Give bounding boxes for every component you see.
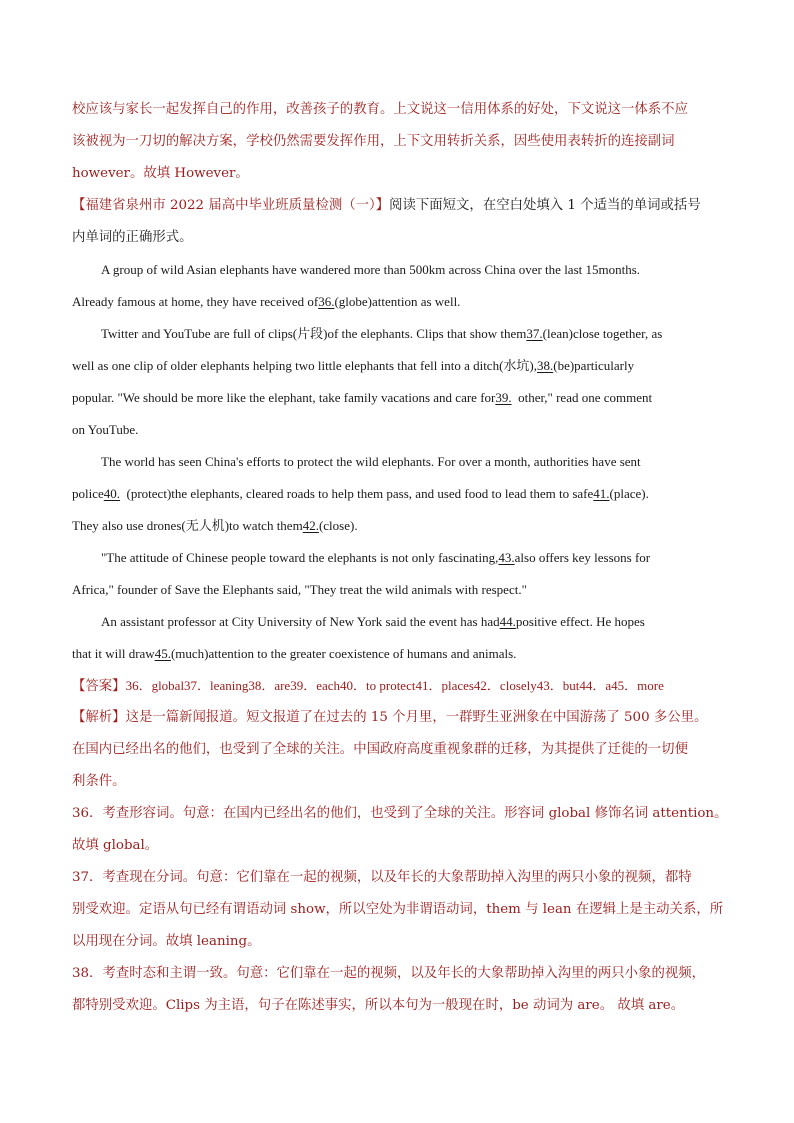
text-span: They also use drones(无人机)to watch them (72, 518, 303, 533)
text-span: other," read one comment (518, 390, 653, 405)
blank-42: 42. (302, 518, 319, 533)
answer-label: 【答案】 (72, 679, 126, 694)
blank-44: 44. (499, 614, 516, 629)
text-span: well as one clip of older elephants helping two little elephants that fell into a ditch(水坑), (72, 358, 537, 373)
blank-41: 41. (593, 486, 610, 501)
blank-43: 43. (498, 550, 515, 565)
text-span: that it will draw (72, 646, 155, 661)
exercise-header (72, 190, 724, 222)
passage-p5-line-2 (72, 638, 724, 670)
passage-p3-line-2 (72, 478, 724, 510)
instruction-line-2: 内单词的正确形式。 (72, 230, 193, 245)
text-span: (place). (609, 486, 649, 501)
analysis-line-3: 利条件。 (72, 774, 126, 789)
text-span: (close). (318, 518, 358, 533)
blank-36: 36. (318, 294, 335, 309)
text-span: positive effect. He hopes (515, 614, 645, 629)
q36-line-2: 故填 global。 (72, 838, 159, 853)
intro-line-2: 该被视为一刀切的解决方案，学校仍然需要发挥作用，上下文用转折关系，因些使用表转折的连接副词 (72, 134, 675, 149)
text-span: (much)attention to the greater coexistence of humans and animals. (170, 646, 517, 661)
blank-37: 37. (526, 326, 543, 341)
document-page (72, 94, 728, 1022)
analysis-line-1 (72, 702, 724, 734)
blank-39: 39. (495, 390, 512, 405)
q38-line-1: 38．考查时态和主谓一致。句意：它们靠在一起的视频，以及年长的大象帮助掉入沟里的两只小象的视频， (72, 966, 706, 981)
text-span: "The attitude of Chinese people toward the elephants is not only fascinating, (101, 550, 499, 565)
q37-line-1: 37．考查现在分词。句意：它们靠在一起的视频，以及年长的大象帮助掉入沟里的两只小象的视频，都特 (72, 870, 692, 885)
passage-p2-line-1 (72, 318, 724, 350)
text-span: (be)particularly (553, 358, 635, 373)
text-span: (protect)the elephants, cleared roads to help them pass, and used food to lead them to safe (126, 486, 594, 501)
analysis-label: 【解析】 (72, 710, 126, 725)
passage-p2-line-3 (72, 382, 724, 414)
text-span: An assistant professor at City University of New York said the event has had (101, 614, 500, 629)
q38-line-2: 都特别受欢迎。Clips 为主语，句子在陈述事实，所以本句为一般现在时，be 动词为 are。 故填 are。 (72, 998, 685, 1013)
text-span: popular. "We should be more like the elephant, take family vacations and care for (72, 390, 496, 405)
passage-p4-line-2: Africa," founder of Save the Elephants said, "They treat the wild animals with respect." (72, 582, 527, 597)
passage-p2-line-4: on YouTube. (72, 422, 139, 437)
text-span: Twitter and YouTube are full of clips(片段)of the elephants. Clips that show them (101, 326, 527, 341)
analysis-line-2: 在国内已经出名的他们，也受到了全球的关注。中国政府高度重视象群的迁移，为其提供了迁徙的一切便 (72, 742, 688, 757)
source-label: 【福建省泉州市 2022 届高中毕业班质量检测（一）】 (72, 198, 390, 213)
q36-line-1: 36．考查形容词。句意：在国内已经出名的他们，也受到了全球的关注。形容词 global 修饰名词 attention。 (72, 806, 728, 821)
text-span: Already famous at home, they have received of (72, 294, 319, 309)
blank-40: 40. (103, 486, 121, 501)
intro-line-1: 校应该与家长一起发挥自己的作用，改善孩子的教育。上文说这一信用体系的好处，下文说这一体系不应 (72, 102, 688, 117)
text-span: 这是一篇新闻报道。短文报道了在过去的 15 个月里，一群野生亚洲象在中国游荡了 500 多公里。 (125, 710, 708, 725)
q37-line-3: 以用现在分词。故填 leaning。 (72, 934, 261, 949)
passage-p4-line-1 (72, 542, 724, 574)
passage-p2-line-2 (72, 350, 724, 382)
passage-p3-line-1: The world has seen China's efforts to protect the wild elephants. For over a month, authorities have sent (101, 454, 641, 469)
instruction-text: 阅读下面短文，在空白处填入 1 个适当的单词或括号 (389, 198, 701, 213)
text-span: police (72, 486, 104, 501)
text-span: (lean)close together, as (542, 326, 663, 341)
answer-text: 36．global37．leaning38．are39．each40．to protect41．places42．closely43．but44．a45．more (125, 678, 664, 693)
passage-p1-line-2 (72, 286, 724, 318)
passage-p1-line-1: A group of wild Asian elephants have wandered more than 500km across China over the last 15months. (101, 262, 641, 277)
answer-line (72, 670, 724, 702)
text-span: (globe)attention as well. (334, 294, 461, 309)
text-span: also offers key lessons for (514, 550, 651, 565)
blank-45: 45. (154, 646, 171, 661)
q37-line-2: 别受欢迎。定语从句已经有谓语动词 show，所以空处为非谓语动词，them 与 lean 在逻辑上是主动关系，所 (72, 902, 724, 917)
intro-line-3: however。故填 However。 (72, 166, 249, 181)
passage-p5-line-1 (72, 606, 724, 638)
passage-p3-line-3 (72, 510, 724, 542)
blank-38: 38. (537, 358, 554, 373)
